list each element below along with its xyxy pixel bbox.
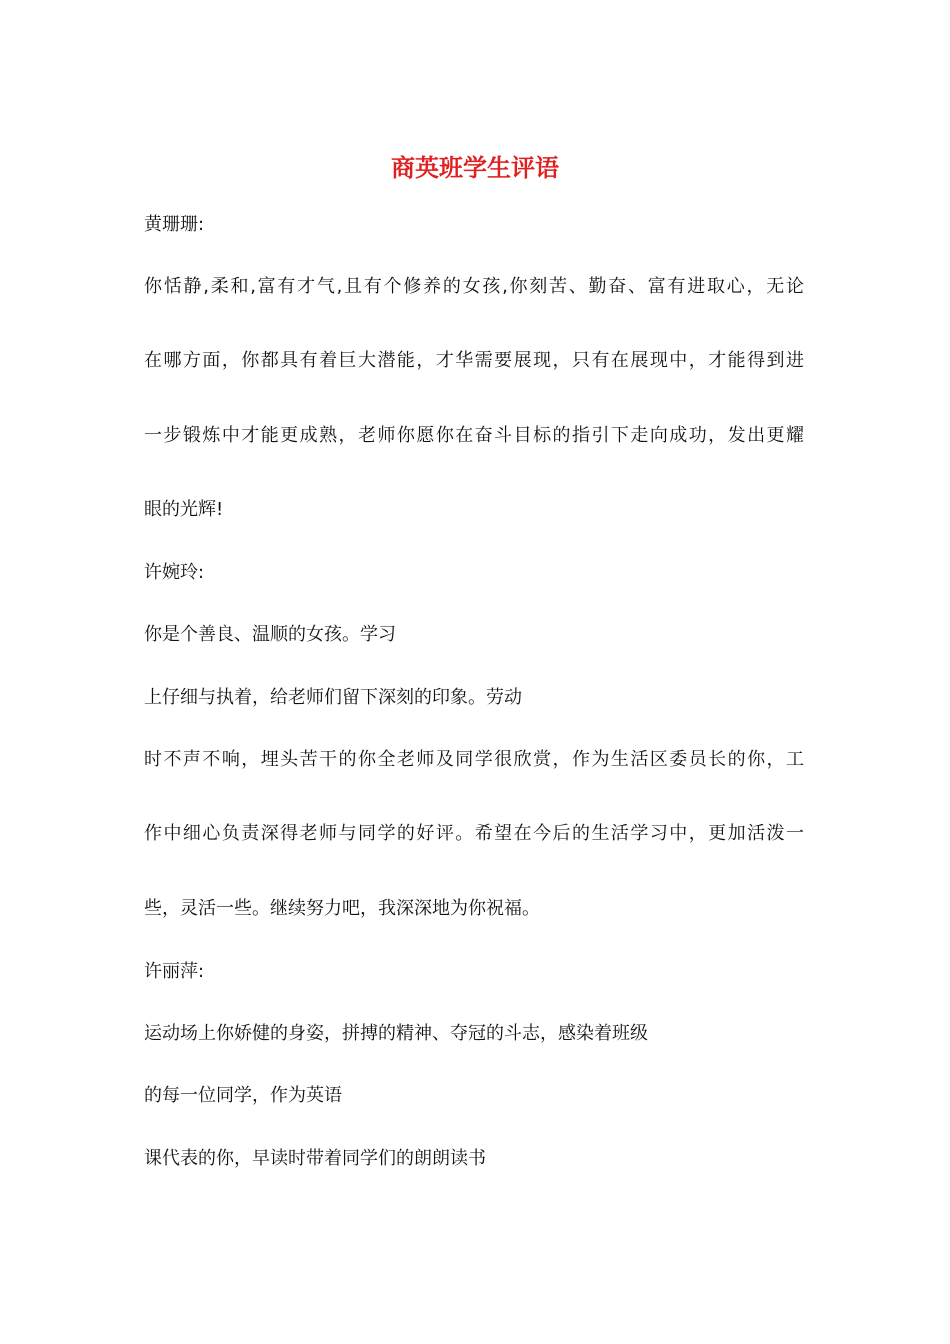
comment-line: 眼的光辉!: [144, 499, 224, 520]
comment-line: 在哪方面，你都具有着巨大潜能，才华需要展现，只有在展现中，才能得到进: [144, 350, 804, 371]
comment-line: 你是个善良、温顺的女孩。学习: [144, 624, 396, 645]
comment-line: 课代表的你，早读时带着同学们的朗朗读书: [144, 1148, 486, 1169]
comment-line: 作中细心负责深得老师与同学的好评。希望在今后的生活学习中，更加活泼一: [144, 823, 804, 844]
comment-line: 些，灵活一些。继续努力吧，我深深地为你祝福。: [144, 898, 540, 919]
comment-line: 上仔细与执着，给老师们留下深刻的印象。劳动: [144, 687, 522, 708]
comment-line: 一步锻炼中才能更成熟，老师你愿你在奋斗目标的指引下走向成功，发出更耀: [144, 425, 804, 446]
document-title: 商英班学生评语: [391, 153, 559, 182]
student-name-xu-liping: 许丽萍:: [144, 961, 205, 982]
comment-line: 运动场上你娇健的身姿，拼搏的精神、夺冠的斗志，感染着班级: [144, 1023, 648, 1044]
comment-line: 的每一位同学，作为英语: [144, 1085, 342, 1106]
student-name-xu-wanling: 许婉玲:: [144, 562, 205, 583]
comment-line: 时不声不响，埋头苦干的你全老师及同学很欣赏，作为生活区委员长的你，工: [144, 749, 804, 770]
comment-line: 你恬静,柔和,富有才气,且有个修养的女孩,你刻苦、勤奋、富有进取心，无论: [144, 276, 804, 297]
student-name-huang: 黄珊珊:: [144, 214, 205, 235]
